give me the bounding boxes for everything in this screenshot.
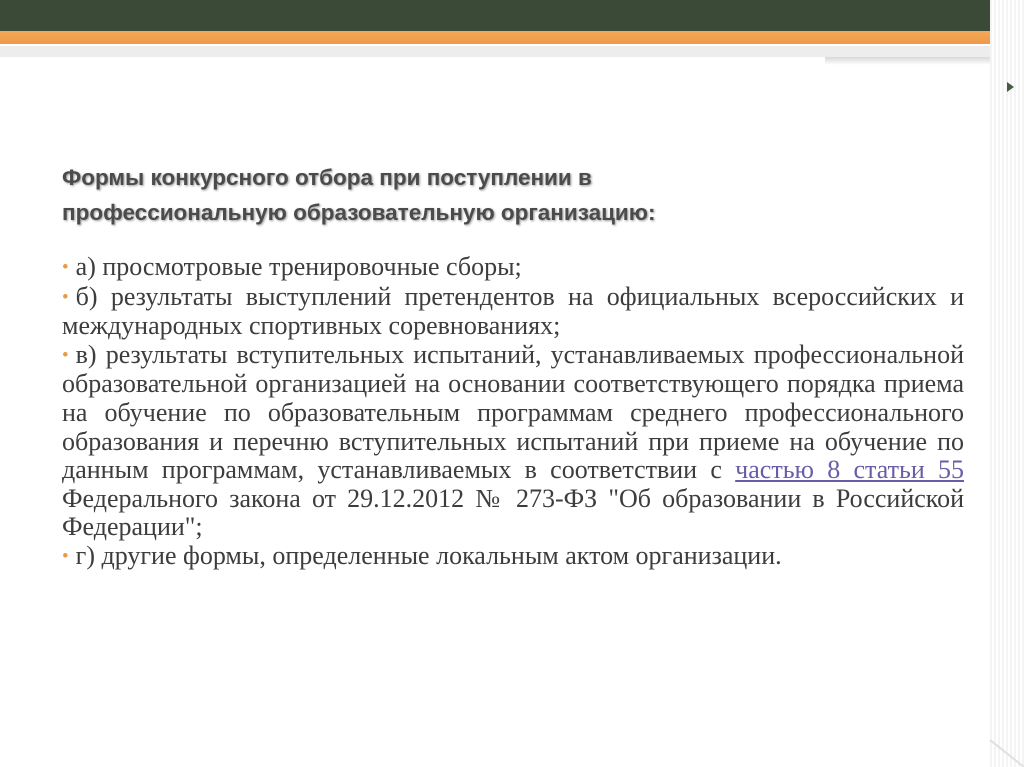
divider-line	[0, 46, 1024, 57]
accent-bar	[0, 31, 1024, 44]
bullet-item-b	[62, 283, 964, 341]
chevron-right-icon	[1007, 82, 1014, 92]
side-stripes	[990, 0, 1024, 767]
header-band	[0, 0, 1024, 31]
bullet-icon: •	[62, 344, 69, 366]
bullet-item-c	[62, 341, 964, 542]
bullet-icon: •	[62, 545, 69, 567]
slide-title: Формы конкурсного отбора при поступлении в профессиональную образовательную организацию:	[62, 165, 656, 225]
bullet-text-a: а) просмотровые тренировочные сборы;	[75, 252, 522, 281]
bullet-text-c-end: Федерального закона от 29.12.2012 № 273-ФЗ "Об образовании в Российской Федерации";	[62, 483, 964, 542]
law-article-link[interactable]: частью 8 статьи 55	[735, 455, 964, 485]
bullet-text-b: б) результаты выступлений претендентов на официальных всероссийских и международных спортивных соревнованиях;	[62, 281, 964, 341]
bullet-text-c-start: в) результаты вступительных испытаний, устанавливаемых профессиональной образовательной организацией на основании соответствующего порядка приема на обучение по образовательным программам среднего профессионального образования и перечню вступительных испытаний при приеме на обучение по данным программам, устанавливаемых в соответствии с	[62, 339, 964, 485]
bullet-item-a	[62, 253, 964, 283]
bullet-item-d	[62, 542, 964, 572]
bullet-icon: •	[62, 257, 69, 278]
bullet-text-d: г) другие формы, определенные локальным актом организации.	[75, 540, 782, 570]
bullet-icon: •	[62, 286, 69, 308]
bullet-list	[62, 253, 964, 572]
